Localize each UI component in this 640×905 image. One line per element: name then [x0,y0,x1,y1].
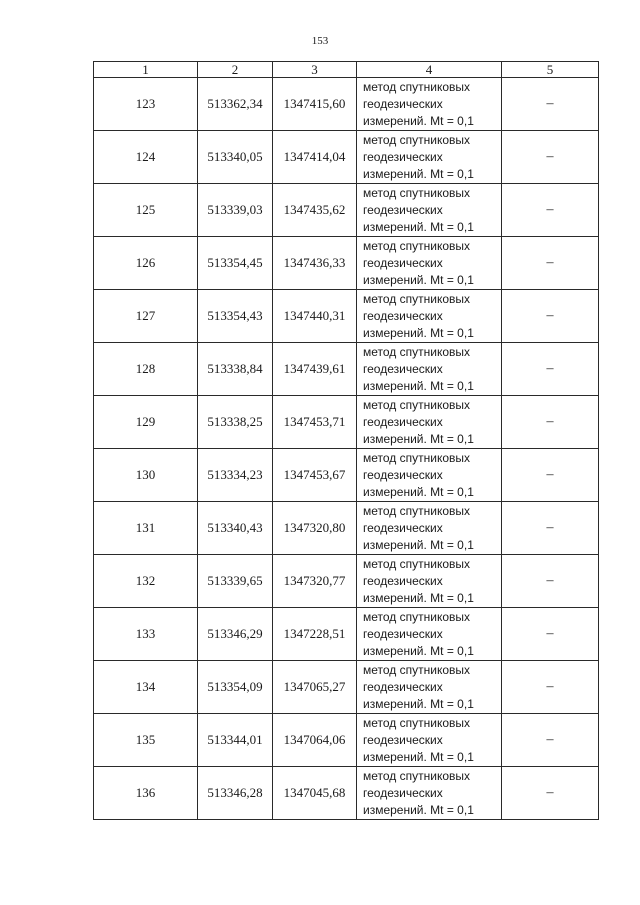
x-coordinate-cell: 513338,25 [198,396,273,449]
table-row [94,449,599,502]
note-cell: – [502,131,599,184]
method-line: геодезических [363,626,443,641]
header-col-2: 2 [198,62,273,78]
x-coordinate-cell: 513340,05 [198,131,273,184]
note-cell: – [502,555,599,608]
x-coordinate-cell: 513334,23 [198,449,273,502]
note-cell: – [502,237,599,290]
method-line: метод спутниковых [363,79,471,94]
header-row [94,62,599,78]
method-cell [357,184,502,237]
method-line: геодезических [363,308,443,323]
y-coordinate-cell: 1347064,06 [273,714,357,767]
x-coordinate-cell: 513354,09 [198,661,273,714]
note-cell: – [502,608,599,661]
header-col-4: 4 [357,62,502,78]
y-coordinate-cell: 1347320,77 [273,555,357,608]
method-line: геодезических [363,361,443,376]
method-line: метод спутниковых [363,238,471,253]
note-cell: – [502,502,599,555]
method-cell [357,555,502,608]
note-cell: – [502,449,599,502]
y-coordinate-cell: 1347453,67 [273,449,357,502]
x-coordinate-cell: 513362,34 [198,78,273,131]
y-coordinate-cell: 1347440,31 [273,290,357,343]
method-line: метод спутниковых [363,768,471,783]
method-line: геодезических [363,202,443,217]
method-line: измерений. Mt = 0,1 [363,802,474,817]
method-line: геодезических [363,785,443,800]
note-cell: – [502,290,599,343]
table-body [94,78,599,820]
method-line: измерений. Mt = 0,1 [363,537,474,552]
page-number: 153 [311,35,329,47]
method-line: геодезических [363,255,443,270]
method-line: измерений. Mt = 0,1 [363,484,474,499]
y-coordinate-cell: 1347415,60 [273,78,357,131]
x-coordinate-cell: 513339,03 [198,184,273,237]
y-coordinate-cell: 1347436,33 [273,237,357,290]
method-line: метод спутниковых [363,132,471,147]
note-cell: – [502,184,599,237]
method-line: измерений. Mt = 0,1 [363,643,474,658]
y-coordinate-cell: 1347453,71 [273,396,357,449]
method-line: измерений. Mt = 0,1 [363,696,474,711]
point-number-cell: 130 [94,449,198,502]
point-number-cell: 128 [94,343,198,396]
table-row [94,608,599,661]
note-cell: – [502,396,599,449]
note-cell: – [502,661,599,714]
table-row [94,396,599,449]
point-number-cell: 123 [94,78,198,131]
method-line: геодезических [363,520,443,535]
method-cell [357,237,502,290]
y-coordinate-cell: 1347320,80 [273,502,357,555]
method-line: измерений. Mt = 0,1 [363,378,474,393]
method-line: геодезических [363,96,443,111]
point-number-cell: 127 [94,290,198,343]
y-coordinate-cell: 1347414,04 [273,131,357,184]
method-line: метод спутниковых [363,556,471,571]
x-coordinate-cell: 513339,65 [198,555,273,608]
method-line: измерений. Mt = 0,1 [363,749,474,764]
x-coordinate-cell: 513346,28 [198,767,273,820]
x-coordinate-cell: 513340,43 [198,502,273,555]
method-line: метод спутниковых [363,715,471,730]
table-row [94,767,599,820]
header-col-1: 1 [94,62,198,78]
point-number-cell: 129 [94,396,198,449]
point-number-cell: 126 [94,237,198,290]
x-coordinate-cell: 513354,43 [198,290,273,343]
method-line: метод спутниковых [363,344,471,359]
table-row [94,290,599,343]
point-number-cell: 133 [94,608,198,661]
table-row [94,343,599,396]
method-line: геодезических [363,732,443,747]
table-header [94,62,599,78]
method-line: метод спутниковых [363,662,471,677]
table-row [94,184,599,237]
table-row [94,714,599,767]
table-row [94,78,599,131]
coordinates-table [93,61,599,820]
note-cell: – [502,78,599,131]
method-line: измерений. Mt = 0,1 [363,325,474,340]
x-coordinate-cell: 513338,84 [198,343,273,396]
table-row [94,661,599,714]
method-cell [357,661,502,714]
note-cell: – [502,343,599,396]
point-number-cell: 135 [94,714,198,767]
method-cell [357,396,502,449]
y-coordinate-cell: 1347045,68 [273,767,357,820]
y-coordinate-cell: 1347065,27 [273,661,357,714]
method-cell [357,714,502,767]
x-coordinate-cell: 513346,29 [198,608,273,661]
point-number-cell: 132 [94,555,198,608]
point-number-cell: 136 [94,767,198,820]
method-line: измерений. Mt = 0,1 [363,590,474,605]
method-cell [357,502,502,555]
y-coordinate-cell: 1347439,61 [273,343,357,396]
method-line: метод спутниковых [363,450,471,465]
method-cell [357,343,502,396]
method-line: метод спутниковых [363,397,471,412]
method-line: измерений. Mt = 0,1 [363,219,474,234]
point-number-cell: 131 [94,502,198,555]
note-cell: – [502,767,599,820]
method-line: измерений. Mt = 0,1 [363,431,474,446]
table-row [94,131,599,184]
method-cell [357,767,502,820]
method-cell [357,131,502,184]
point-number-cell: 124 [94,131,198,184]
y-coordinate-cell: 1347228,51 [273,608,357,661]
y-coordinate-cell: 1347435,62 [273,184,357,237]
method-line: геодезических [363,414,443,429]
table-row [94,237,599,290]
method-cell [357,449,502,502]
x-coordinate-cell: 513354,45 [198,237,273,290]
method-line: измерений. Mt = 0,1 [363,272,474,287]
method-line: метод спутниковых [363,609,471,624]
point-number-cell: 134 [94,661,198,714]
method-line: геодезических [363,467,443,482]
note-cell: – [502,714,599,767]
method-cell [357,290,502,343]
method-line: измерений. Mt = 0,1 [363,166,474,181]
x-coordinate-cell: 513344,01 [198,714,273,767]
method-line: геодезических [363,149,443,164]
method-cell [357,78,502,131]
method-line: геодезических [363,573,443,588]
method-line: геодезических [363,679,443,694]
method-line: измерений. Mt = 0,1 [363,113,474,128]
point-number-cell: 125 [94,184,198,237]
table-row [94,502,599,555]
method-line: метод спутниковых [363,503,471,518]
method-line: метод спутниковых [363,185,471,200]
header-col-5: 5 [502,62,599,78]
method-line: метод спутниковых [363,291,471,306]
header-col-3: 3 [273,62,357,78]
method-cell [357,608,502,661]
table-row [94,555,599,608]
